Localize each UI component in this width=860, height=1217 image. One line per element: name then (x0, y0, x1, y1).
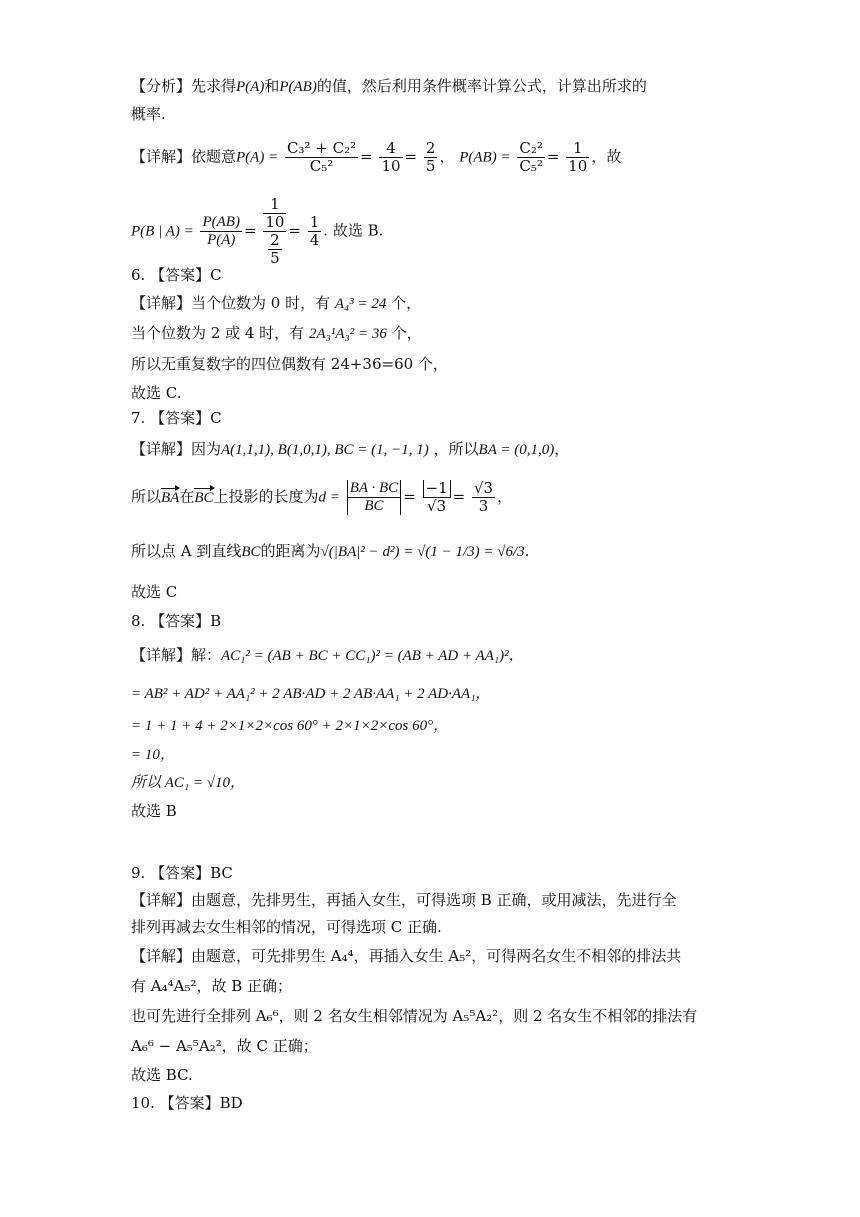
q8-answer-heading: 8. 【答案】B (131, 612, 222, 630)
fraction-neg1-sqrt3: $\frac{-1}{√3}$ (423, 480, 451, 515)
formula-A43: A₄³ = 24 (334, 296, 387, 312)
q8-line-3 (131, 714, 448, 737)
formula-substitution: = 1 + 1 + 4 + 2×1×2×cos 60° + 2×1×2×cos 60°， (131, 718, 449, 734)
detail-line-conditional: P(B | A) = $\frac{P(AB)}{P(A)}$ = $\frac{\frac{1}{10}}{\frac{2}{5}}$ = $\frac{1}{4}$ . 故选 B. (131, 195, 384, 267)
fraction-PA: $\frac{\text{C₃² + C₂²}}{\text{C₅²}}$ (286, 139, 357, 175)
formula-PA-lhs: P(A) = (236, 149, 279, 166)
fraction-1-4: $\frac{1}{4}$ (309, 213, 320, 249)
q10-answer-heading: 10. 【答案】BD (131, 1094, 243, 1112)
detail-line-probability: 【详解】依题意P(A) = $\frac{\text{C₃² + C₂²}}{\text{C₅²}}$ = $\frac{4}{10}$ = $\frac{2}{5}$ ， P(AB) = $\frac{\text{C₂²}}{\text{C₅²}}$ = $\frac{1}{10}$ ，故 (131, 139, 622, 175)
q8-line-6: 故选 B (131, 802, 177, 820)
formula-BA: BA = (0,1,0) (478, 442, 555, 458)
q6-line-1: 【详解】当个位数为 0 时，有 A₄³ = 24 个， (131, 294, 422, 312)
q7-line-1: 【详解】因为A(1,1,1), B(1,0,1), BC = (1, −1, 1) ，所以BA = (0,1,0)， (131, 440, 570, 458)
formula-result: = 10， (131, 747, 175, 763)
fraction-2-5: $\frac{2}{5}$ (425, 139, 436, 175)
formula-PA: P(A) (236, 79, 265, 95)
formula-AC1-squared: AC₁² = (AB + BC + CC₁)² = (AB + AD + AA₁)²， (221, 648, 524, 664)
analysis-text: 【分析】先求得 (131, 77, 237, 95)
formula-A31A32: 2A₃¹A₃² = 36 (308, 326, 387, 342)
vector-BC: BC (194, 489, 214, 506)
q9-line-7: 故选 BC. (131, 1066, 193, 1084)
analysis-text: 的值，然后利用条件概率计算公式，计算出所求的 (316, 77, 647, 95)
fraction-1-10: $\frac{1}{10}$ (568, 139, 588, 175)
q8-line-4 (131, 743, 175, 766)
q7-line-4: 故选 C (131, 583, 178, 601)
q7-line-3: 所以点 A 到直线BC的距离为√(|BA|² − d²) = √(1 − 1/3) = √6/3. (131, 542, 530, 560)
formula-PAB-lhs: P(AB) = (459, 149, 511, 166)
analysis-line-1 (131, 75, 647, 98)
fraction-PAB-PA: $\frac{P(AB)}{P(A)}$ (202, 214, 240, 248)
formula-PBgA: P(B | A) = (131, 223, 194, 240)
q9-line-5: 也可先进行全排列 A₆⁶，则 2 名女生相邻情况为 A₅⁵A₂²，则 2 名女生不相邻的排法有 (131, 1007, 698, 1025)
q9-line-2: 排列再减去女生相邻的情况，可得选项 C 正确. (131, 918, 442, 936)
analysis-text: 和 (264, 77, 280, 95)
q6-line-4: 故选 C. (131, 384, 182, 402)
formula-d: d = (318, 489, 340, 506)
formula-AC1: 所以 AC₁ = √10， (131, 775, 245, 791)
q9-line-4: 有 A₄⁴A₅²，故 B 正确； (131, 977, 293, 995)
detail-text: 【详解】依题意 (131, 147, 237, 166)
q9-line-1: 【详解】由题意，先排男生，再插入女生，可得选项 B 正确，或用减法，先进行全 (131, 891, 677, 909)
q6-answer-heading: 6. 【答案】C (131, 266, 222, 284)
q7-answer-heading: 7. 【答案】C (131, 409, 222, 427)
q8-line-2 (131, 682, 490, 705)
fraction-4-10: $\frac{4}{10}$ (381, 139, 401, 175)
q6-line-3: 所以无重复数字的四位偶数有 24+36=60 个， (131, 355, 448, 373)
complex-fraction: $\frac{\frac{1}{10}}{\frac{2}{5}}$ (265, 195, 285, 267)
q7-line-2: 所以BA在BC上投影的长度为d = $\frac{BA \cdot BC}{BC}$ = $\frac{-1}{√3}$ = $\frac{√3}{3}$ ， (131, 479, 513, 515)
vector-BA: BA (161, 489, 180, 506)
q8-line-1: 【详解】解：AC₁² = (AB + BC + CC₁)² = (AB + AD + AA₁)²， (131, 646, 524, 664)
formula-distance: √(|BA|² − d²) = √(1 − 1/3) = √6/3 (320, 544, 525, 560)
fraction-projection: $\frac{BA \cdot BC}{BC}$ (347, 480, 401, 515)
formula-PAB: P(AB) (279, 79, 317, 95)
fraction-sqrt3-3: $\frac{√3}{3}$ (474, 479, 494, 515)
formula-expansion: = AB² + AD² + AA₁² + 2 AB·AD + 2 AB·AA₁ + 2 AD·AA₁， (131, 686, 491, 702)
q9-answer-heading: 9. 【答案】BC (131, 864, 233, 882)
q6-line-2: 当个位数为 2 或 4 时，有 2A₃¹A₃² = 36 个， (131, 324, 422, 342)
q9-line-6: A₆⁶ − A₅⁵A₂²，故 C 正确； (131, 1037, 318, 1055)
q8-line-5 (131, 771, 245, 794)
fraction-PAB: $\frac{\text{C₂²}}{\text{C₅²}}$ (519, 139, 543, 175)
analysis-line-2: 概率. (131, 105, 166, 123)
formula-points: A(1,1,1), B(1,0,1), BC = (1, −1, 1) (221, 442, 429, 458)
q9-line-3: 【详解】由题意，可先排男生 A₄⁴，再插入女生 A₅²，可得两名女生不相邻的排法共 (131, 947, 682, 965)
